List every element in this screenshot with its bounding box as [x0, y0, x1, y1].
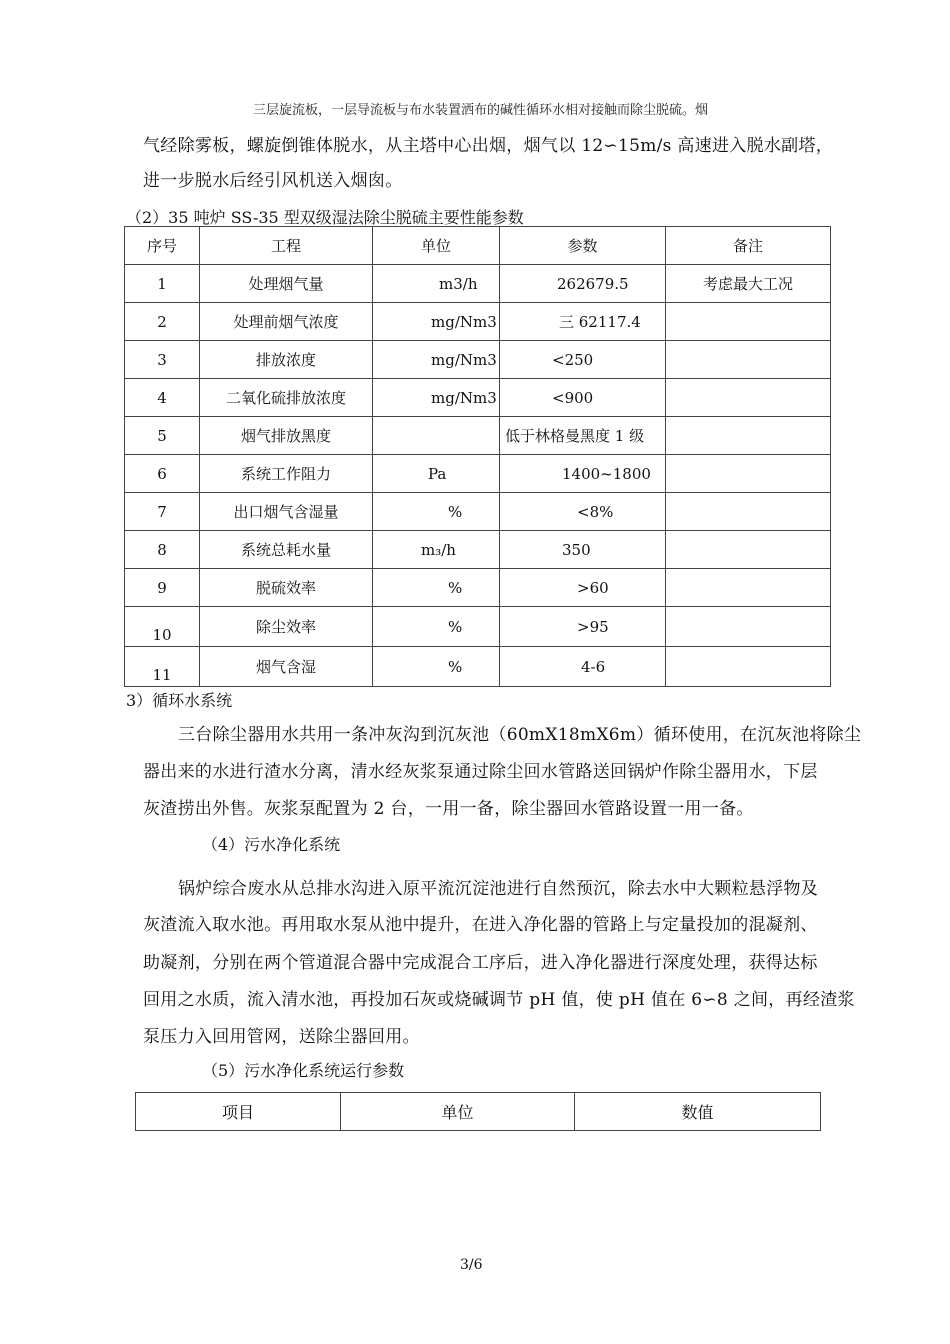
col-header-no: 序号: [125, 227, 200, 265]
row-value: 三 62117.4: [500, 303, 666, 341]
row-unit: mg/Nm3: [373, 303, 500, 341]
section-4-line-1: 锅炉综合废水从总排水沟进入原平流沉淀池进行自然预沉，除去水中大颗粒悬浮物及: [178, 879, 819, 899]
row-no: 6: [125, 455, 200, 493]
col-header-value: 参数: [500, 227, 666, 265]
row-no: 7: [125, 493, 200, 531]
row-no: 1: [125, 265, 200, 303]
row-item: 烟气含湿: [200, 647, 373, 687]
table-row: [125, 417, 831, 455]
row-no: 2: [125, 303, 200, 341]
section-2-title: （2）35 吨炉 SS-35 型双级湿法除尘脱硫主要性能参数: [126, 208, 524, 227]
row-note: [666, 417, 831, 455]
table-row: [125, 531, 831, 569]
row-no: 3: [125, 341, 200, 379]
row-no: 4: [125, 379, 200, 417]
row-item: 排放浓度: [200, 341, 373, 379]
col-header-item: 项目: [136, 1093, 341, 1131]
col-header-unit: 单位: [341, 1093, 575, 1131]
section-3-line-1: 三台除尘器用水共用一条冲灰沟到沉灰池（60mX18mX6m）循环使用，在沉灰池将除尘: [178, 725, 862, 745]
intro-line-2: 进一步脱水后经引风机送入烟囱。: [143, 171, 403, 191]
table-row: [125, 493, 831, 531]
running-header: 三层旋流板，一层导流板与布水装置洒布的碱性循环水相对接触而除尘脱硫。烟: [253, 103, 709, 118]
row-value: 350: [500, 531, 666, 569]
page-number: 3/6: [460, 1257, 483, 1273]
row-value: >60: [500, 569, 666, 607]
row-note: 考虑最大工况: [666, 265, 831, 303]
section-4-title: （4）污水净化系统: [202, 835, 341, 854]
water-params-table: [135, 1092, 821, 1131]
row-unit: m3/h: [373, 265, 500, 303]
col-header-note: 备注: [666, 227, 831, 265]
section-4-line-4: 回用之水质，流入清水池，再投加石灰或烧碱调节 pH 值，使 pH 值在 6∽8 之间，再经渣浆: [143, 990, 855, 1010]
row-unit: %: [373, 493, 500, 531]
row-no: 5: [125, 417, 200, 455]
row-item: 烟气排放黑度: [200, 417, 373, 455]
row-note: [666, 303, 831, 341]
row-value: >95: [500, 607, 666, 647]
row-unit: mg/Nm3: [373, 341, 500, 379]
table-row: [125, 569, 831, 607]
row-no: 8: [125, 531, 200, 569]
table-row: [125, 455, 831, 493]
row-unit: [373, 417, 500, 455]
row-value: <900: [500, 379, 666, 417]
table-header-row: [125, 227, 831, 265]
table-header-row: [136, 1093, 821, 1131]
row-value: 4-6: [500, 647, 666, 687]
row-note: [666, 531, 831, 569]
row-item: 出口烟气含湿量: [200, 493, 373, 531]
table-row: [125, 341, 831, 379]
row-value: 262679.5: [500, 265, 666, 303]
row-unit: m₃/h: [373, 531, 500, 569]
row-item: 处理烟气量: [200, 265, 373, 303]
row-note: [666, 455, 831, 493]
col-header-item: 工程: [200, 227, 373, 265]
row-note: [666, 569, 831, 607]
row-unit: Pa: [373, 455, 500, 493]
section-3-title: 3）循环水系统: [126, 691, 233, 710]
table-row: [125, 303, 831, 341]
table-row: [125, 379, 831, 417]
row-note: [666, 379, 831, 417]
table-row: [125, 265, 831, 303]
section-4-line-3: 助凝剂，分别在两个管道混合器中完成混合工序后，进入净化器进行深度处理，获得达标: [143, 953, 818, 973]
section-4-line-5: 泵压力入回用管网，送除尘器回用。: [143, 1027, 420, 1047]
row-value: 1400~1800: [500, 455, 666, 493]
row-unit: %: [373, 647, 500, 687]
col-header-unit: 单位: [373, 227, 500, 265]
row-note: [666, 341, 831, 379]
row-item: 系统总耗水量: [200, 531, 373, 569]
row-no: 10: [125, 607, 200, 647]
row-item: 脱硫效率: [200, 569, 373, 607]
row-unit: %: [373, 607, 500, 647]
section-4-line-2: 灰渣流入取水池。再用取水泵从池中提升，在进入净化器的管路上与定量投加的混凝剂、: [143, 915, 818, 935]
row-item: 除尘效率: [200, 607, 373, 647]
row-item: 系统工作阻力: [200, 455, 373, 493]
intro-line-1: 气经除雾板，螺旋倒锥体脱水，从主塔中心出烟，烟气以 12∽15m/s 高速进入脱水副塔，: [143, 136, 834, 156]
row-note: [666, 607, 831, 647]
row-no: 9: [125, 569, 200, 607]
section-3-line-3: 灰渣捞出外售。灰浆泵配置为 2 台，一用一备，除尘器回水管路设置一用一备。: [143, 799, 754, 819]
col-header-value: 数值: [575, 1093, 821, 1131]
row-note: [666, 647, 831, 687]
section-5-title: （5）污水净化系统运行参数: [202, 1061, 405, 1080]
table-row: [125, 647, 831, 687]
row-note: [666, 493, 831, 531]
section-3-line-2: 器出来的水进行渣水分离，清水经灰浆泵通过除尘回水管路送回锅炉作除尘器用水，下层: [143, 762, 818, 782]
row-item: 处理前烟气浓度: [200, 303, 373, 341]
row-value: <250: [500, 341, 666, 379]
row-unit: %: [373, 569, 500, 607]
row-value: 低于林格曼黑度 1 级: [500, 417, 666, 455]
row-value: <8%: [500, 493, 666, 531]
row-no: 11: [125, 647, 200, 687]
performance-params-table: [124, 226, 831, 687]
row-item: 二氧化硫排放浓度: [200, 379, 373, 417]
row-unit: mg/Nm3: [373, 379, 500, 417]
table-row: [125, 607, 831, 647]
